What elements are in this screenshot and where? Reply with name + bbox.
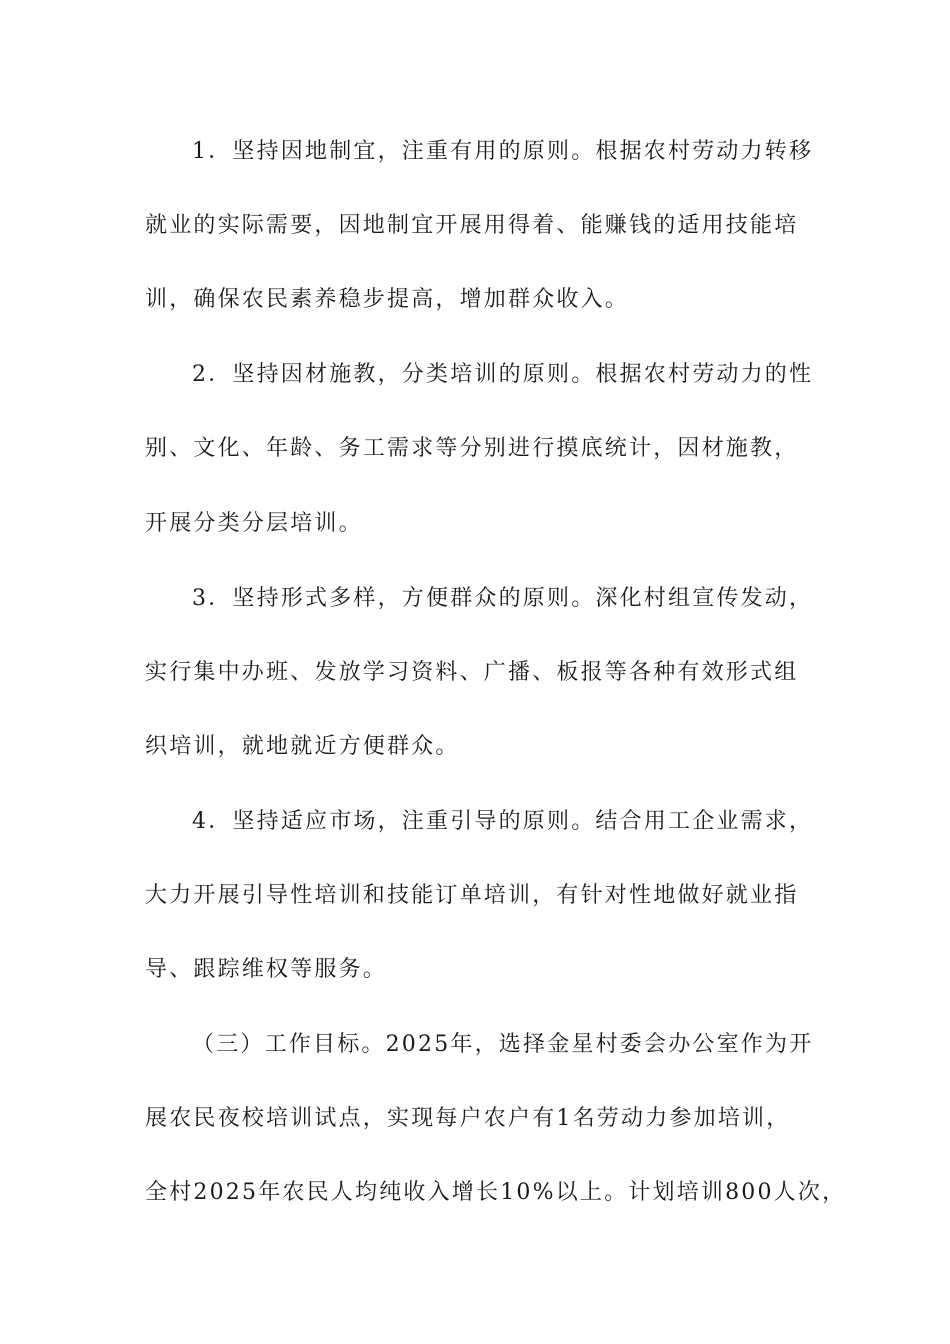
- text-line: 实行集中办班、发放学习资料、广播、板报等各种有效形式组: [145, 660, 799, 685]
- text-line: 训，确保农民素养稳步提高，增加群众收入。: [145, 287, 630, 312]
- text-line: 大力开展引导性培训和技能订单培训，有针对性地做好就业指: [145, 883, 799, 908]
- text-line: 导、跟踪维权等服务。: [145, 957, 388, 982]
- text-line: 3．坚持形式多样，方便群众的原则。深化村组宣传发动，: [192, 586, 814, 611]
- text-line: 织培训，就地就近方便群众。: [145, 734, 460, 759]
- text-line: 开展分类分层培训。: [145, 511, 363, 536]
- text-line: （三）工作目标。2025年，选择金星村委会办公室作为开: [192, 1032, 814, 1057]
- text-line: 全村2025年农民人均纯收入增长10%以上。计划培训800人次，: [145, 1180, 847, 1205]
- text-line: 4．坚持适应市场，注重引导的原则。结合用工企业需求，: [192, 809, 814, 834]
- text-line: 1．坚持因地制宜，注重有用的原则。根据农村劳动力转移: [192, 139, 814, 164]
- text-line: 别、文化、年龄、务工需求等分别进行摸底统计，因材施教，: [145, 436, 799, 461]
- text-line: 展农民夜校培训试点，实现每户农户有1名劳动力参加培训，: [145, 1106, 791, 1131]
- text-line: 就业的实际需要，因地制宜开展用得着、能赚钱的适用技能培: [145, 213, 799, 238]
- text-line: 2．坚持因材施教，分类培训的原则。根据农村劳动力的性: [192, 362, 814, 387]
